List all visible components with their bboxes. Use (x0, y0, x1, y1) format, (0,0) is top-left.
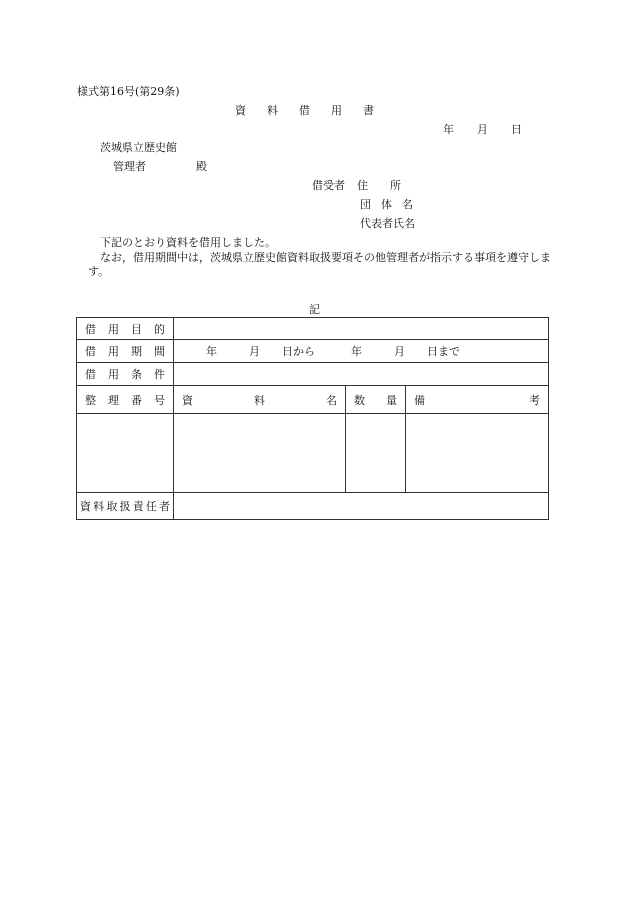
body-paragraph-1: 下記のとおり資料を借用しました。 (100, 236, 276, 249)
items-entry-row (77, 414, 549, 493)
items-header-row (77, 386, 549, 414)
end-year: 年 (351, 345, 362, 358)
name-header (174, 386, 346, 414)
borrower-address-line (312, 179, 401, 192)
name-header-part: 名 (326, 393, 337, 407)
responsible-field[interactable] (174, 493, 549, 520)
representative-label: 代表者氏名 (360, 217, 415, 230)
quantity-header: 数量 (346, 386, 406, 414)
group-name-label: 団体名 (360, 198, 423, 211)
period-field[interactable] (174, 340, 549, 363)
document-title: 資料借用書 (235, 104, 395, 117)
number-cell[interactable] (77, 414, 174, 493)
ki-heading: 記 (309, 303, 320, 316)
remarks-header (406, 386, 549, 414)
name-header-part: 料 (254, 393, 265, 407)
remarks-cell[interactable] (406, 414, 549, 493)
start-year: 年 (206, 345, 217, 358)
borrower-label: 借受者 (312, 179, 345, 192)
conditions-label: 借用条件 (77, 363, 174, 386)
addressee-honorific: 殿 (196, 160, 207, 173)
period-label: 借用期間 (77, 340, 174, 363)
conditions-row (77, 363, 549, 386)
name-cell[interactable] (174, 414, 346, 493)
period-row (77, 340, 549, 363)
name-header-part: 資 (182, 393, 193, 407)
quantity-cell[interactable] (346, 414, 406, 493)
address-label: 住 所 (357, 179, 401, 192)
purpose-label: 借用目的 (77, 318, 174, 340)
remarks-header-part: 考 (529, 393, 541, 407)
responsible-label: 資料取扱責任者 (77, 493, 174, 520)
addressee-institution: 茨城県立歴史館 (100, 141, 177, 154)
body-paragraph-2: なお，借用期間中は，茨城県立歴史館資料取扱要項その他管理者が指示する事項を遵守します。 (88, 251, 551, 278)
loan-details-table (76, 317, 549, 520)
purpose-field[interactable] (174, 318, 549, 340)
addressee-manager: 管理者 (113, 160, 146, 173)
conditions-field[interactable] (174, 363, 549, 386)
remarks-header-part: 備 (414, 393, 425, 407)
responsible-row (77, 493, 549, 520)
start-day: 日から (282, 345, 315, 358)
end-month: 月 (394, 345, 405, 358)
number-header: 整理番号 (77, 386, 174, 414)
end-day: 日まで (427, 345, 460, 358)
start-month: 月 (249, 345, 260, 358)
purpose-row (77, 318, 549, 340)
date-line: 年月日 (443, 123, 545, 136)
form-number: 様式第16号(第29条) (77, 85, 180, 98)
